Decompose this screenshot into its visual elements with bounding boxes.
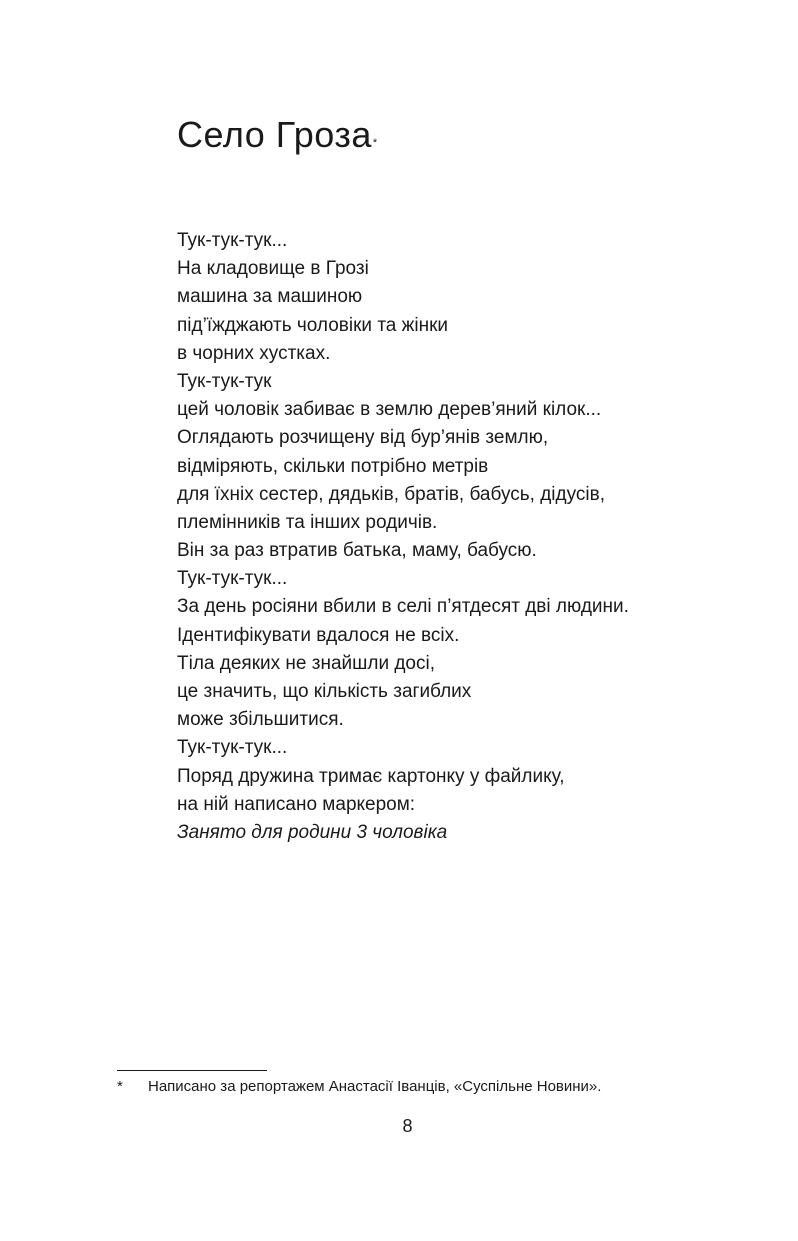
footnote-marker: * [117, 1078, 123, 1095]
poem-title [177, 110, 378, 160]
poem-line: машина за машиною [177, 286, 363, 308]
poem-line: на ній написано маркером: [177, 793, 416, 815]
title-footnote-marker: * [372, 137, 378, 149]
poem-closing-line: Занято для родини 3 чоловіка [177, 821, 448, 843]
poem-line: відміряють, скільки потрібно метрів [177, 455, 489, 477]
poem-line: За день росіяни вбили в селі п’ятдесят дві людини. [177, 596, 629, 618]
poem-line: цей чоловік забиває в землю дерев’яний кілок... [177, 399, 602, 421]
poem-line: На кладовище в Грозі [177, 258, 369, 280]
poem-line: племінників та інших родичів. [177, 511, 438, 533]
poem-line: це значить, що кількість загиблих [177, 681, 472, 702]
poem-line: Він за раз втратив батька, маму, бабусю. [177, 540, 537, 562]
poem-line: Тук-тук-тук... [177, 737, 288, 759]
footnote [117, 1076, 601, 1098]
footnote-text: Написано за репортажем Анастасії Іванців, «Суспільне Новини». [148, 1078, 602, 1095]
poem-body [177, 227, 629, 847]
poem-line: для їхніх сестер, дядьків, братів, бабусь, дідусів, [177, 483, 605, 505]
poem-line: Тук-тук-тук... [177, 568, 288, 590]
page-number: 8 [402, 1116, 413, 1136]
poem-line: в чорних хустках. [177, 342, 331, 364]
poem-line: Тук-тук-тук... [177, 230, 288, 251]
poem-line: під’їжджають чоловіки та жінки [177, 314, 449, 336]
poem-line: Ідентифікувати вдалося не всіх. [177, 624, 460, 646]
poem-line: Оглядають розчищену від бур’янів землю, [177, 427, 549, 449]
poem-line: Тук-тук-тук [177, 370, 272, 392]
poem-title-text: Село Гроза [177, 114, 372, 155]
poem-line: Поряд дружина тримає картонку у файлику, [177, 765, 565, 787]
poem-line: Тіла деяких не знайшли досі, [177, 652, 436, 674]
footnote-divider [117, 1070, 267, 1071]
poem-line: може збільшитися. [177, 709, 344, 731]
